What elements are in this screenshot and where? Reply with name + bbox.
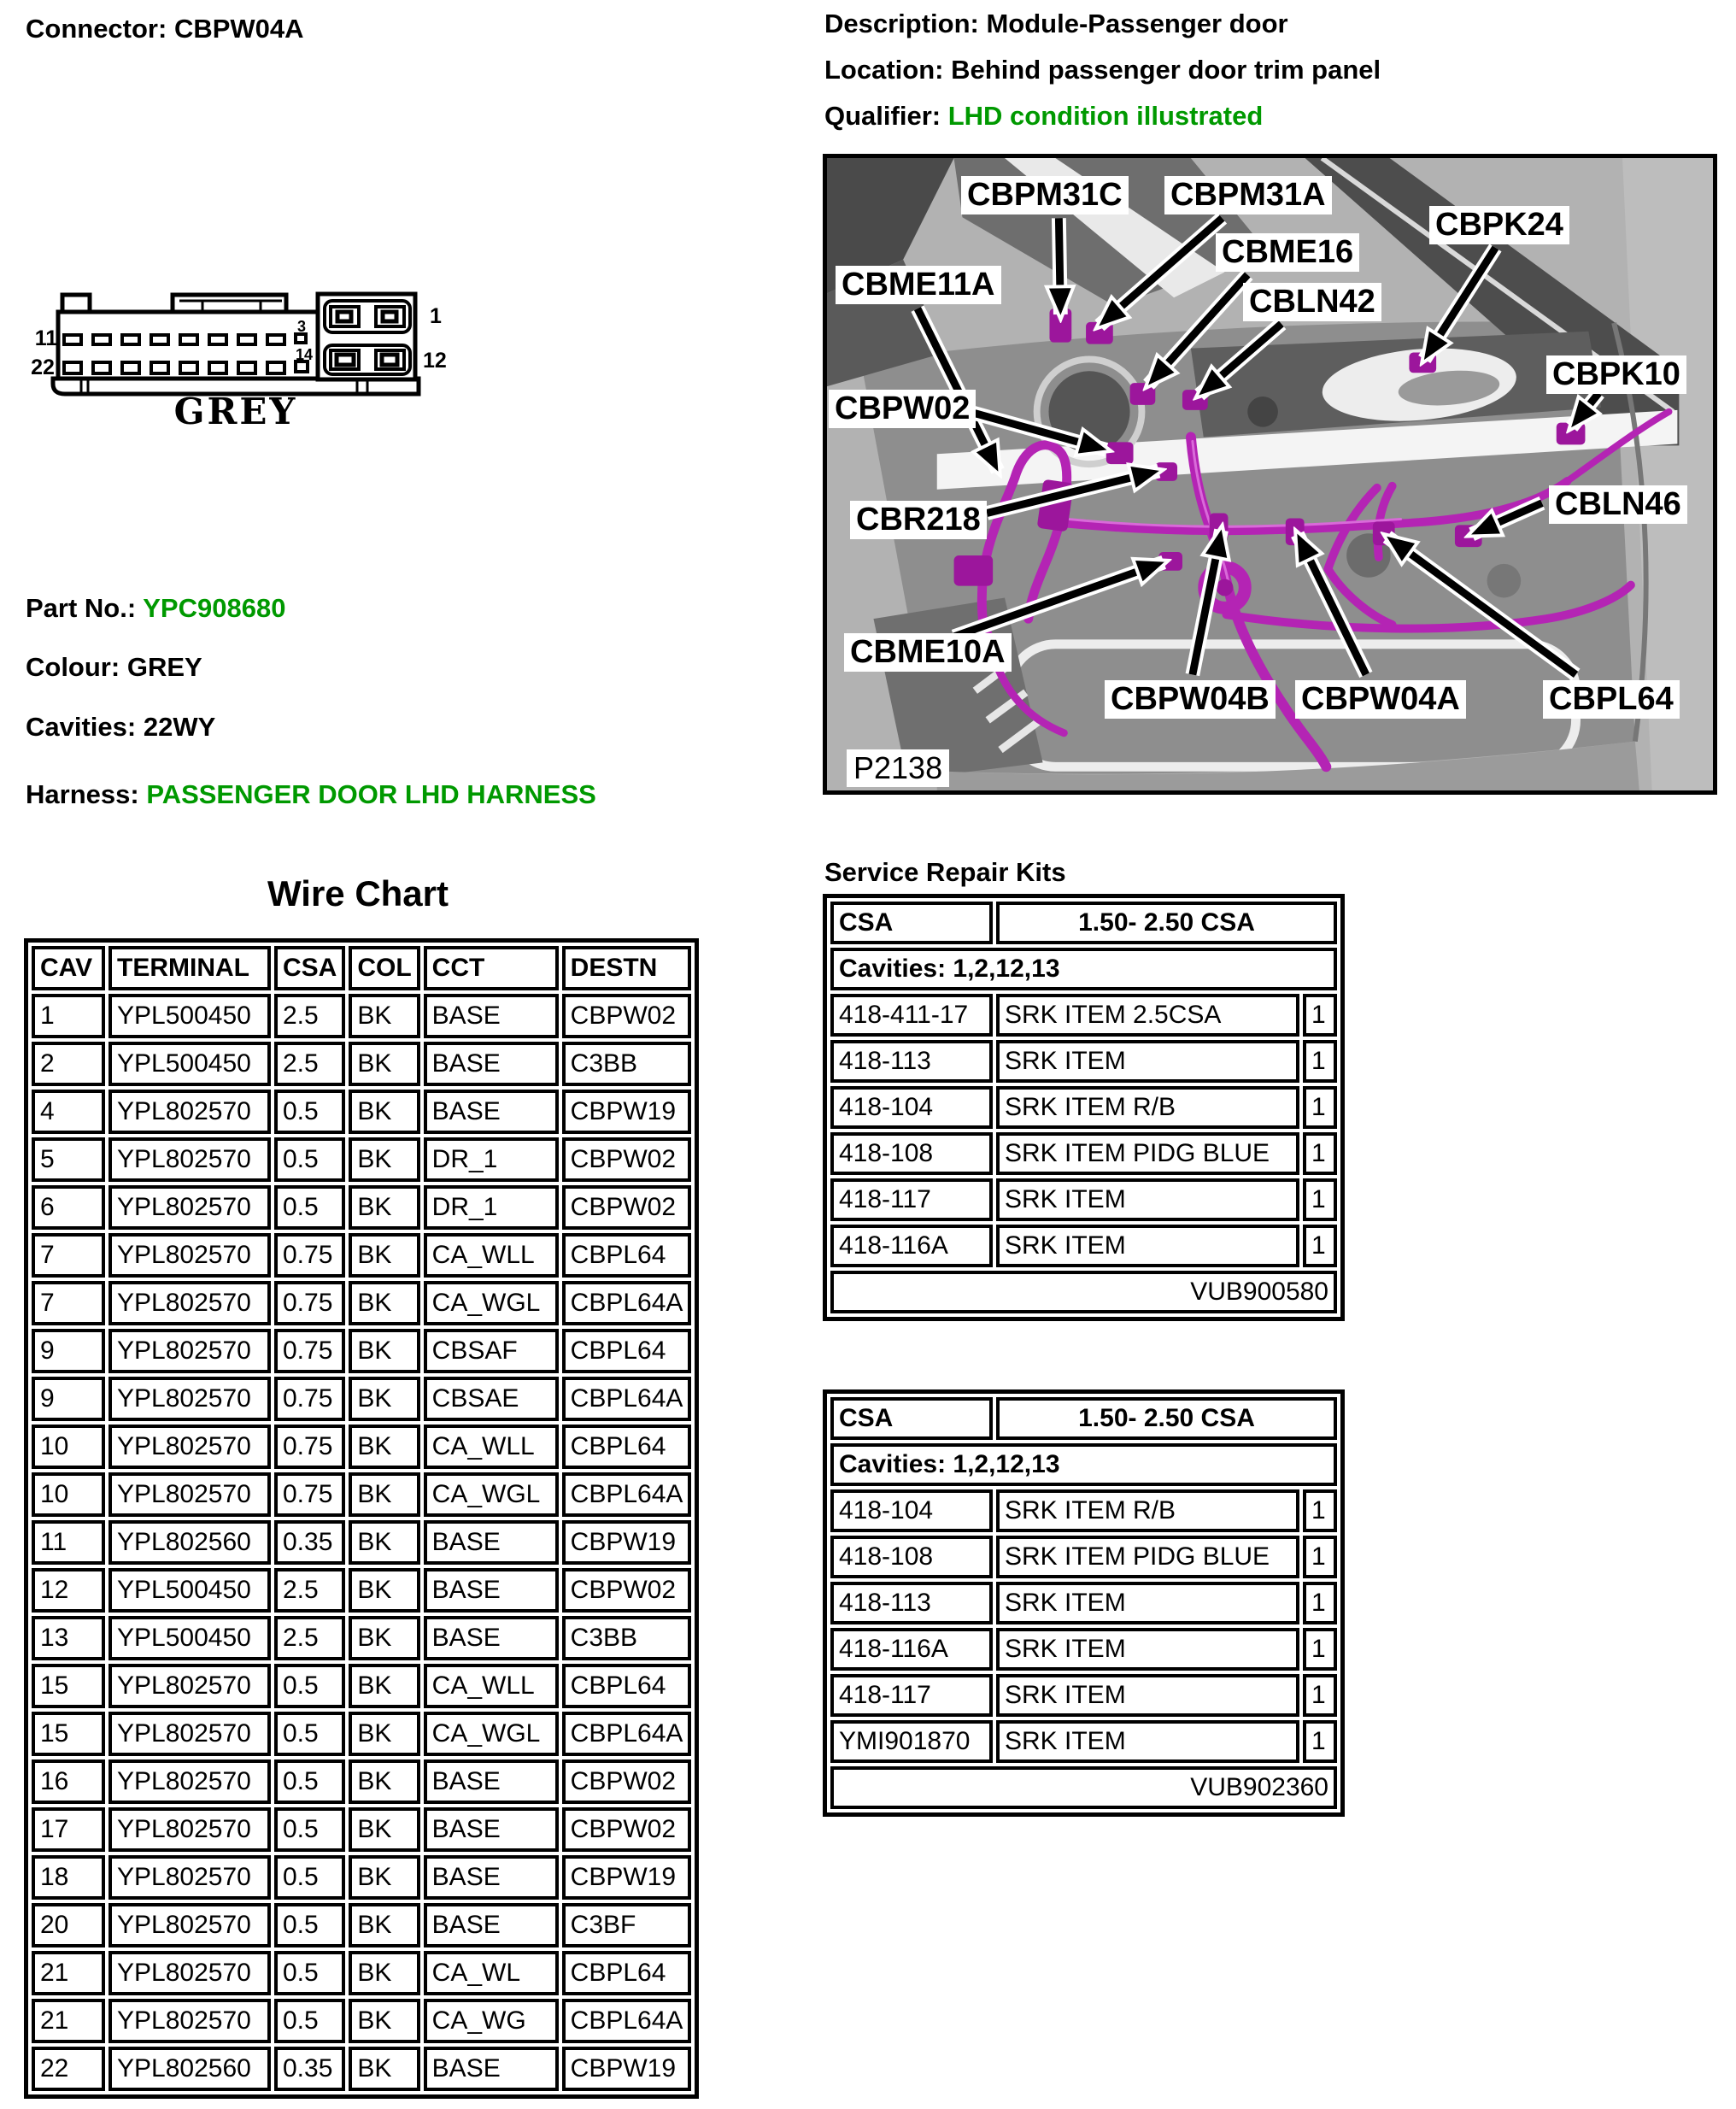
table-cell: 1 — [1303, 1086, 1337, 1129]
table-cell: BK — [349, 1137, 419, 1182]
table-cell: CA_WLL — [424, 1233, 559, 1278]
column-header: CCT — [424, 946, 559, 990]
table-cell: 0.75 — [274, 1377, 345, 1421]
part-number-value: YPC908680 — [143, 593, 286, 623]
table-cell: BASE — [424, 1568, 559, 1613]
table-row — [32, 1616, 691, 1660]
table-row — [830, 1086, 1337, 1129]
table-row — [32, 1472, 691, 1517]
table-cell: YPL802570 — [108, 1951, 271, 1995]
table-cell: CBPW02 — [562, 1185, 692, 1230]
callout-cbpl64: CBPL64 — [1543, 680, 1680, 719]
table-cell: CBPW19 — [562, 2047, 692, 2091]
table-row — [830, 1582, 1337, 1624]
table-cell: 0.5 — [274, 1185, 345, 1230]
table-cell: 5 — [32, 1137, 105, 1182]
connector-pinout-diagram — [24, 287, 451, 434]
srk-cavities-row — [830, 948, 1337, 990]
qualifier-line — [824, 101, 1263, 132]
location-label: Location: — [824, 55, 944, 85]
table-cell: CBPW19 — [562, 1090, 692, 1134]
table-row — [32, 1185, 691, 1230]
table-cell: CA_WGL — [424, 1281, 559, 1325]
table-row — [32, 1425, 691, 1469]
table-cell: 12 — [32, 1568, 105, 1613]
pin-label-22: 22 — [31, 355, 55, 379]
table-cell: CA_WLL — [424, 1664, 559, 1708]
wire-chart-title: Wire Chart — [267, 873, 449, 914]
table-cell: 418-104 — [830, 1489, 993, 1532]
description-label: Description: — [824, 9, 979, 38]
table-cell: 18 — [32, 1855, 105, 1900]
table-cell: C3BB — [562, 1616, 692, 1660]
callout-cbpm31a: CBPM31A — [1164, 176, 1332, 214]
table-cell: 1 — [1303, 1132, 1337, 1175]
table-cell: YMI901870 — [830, 1720, 993, 1763]
callout-cbpw02: CBPW02 — [829, 390, 976, 428]
table-cell: BK — [349, 1090, 419, 1134]
table-cell: CBPW02 — [562, 1137, 692, 1182]
table-row — [32, 1137, 691, 1182]
table-cell: 2.5 — [274, 1616, 345, 1660]
srk-csa-header: CSA — [830, 902, 993, 944]
table-row — [32, 1951, 691, 1995]
table-row — [830, 1628, 1337, 1671]
table-cell: BK — [349, 1185, 419, 1230]
table-cell: 1 — [1303, 1178, 1337, 1221]
part-number-label: Part No.: — [26, 593, 137, 623]
table-row — [32, 1377, 691, 1421]
table-cell: YPL500450 — [108, 994, 271, 1038]
table-row — [830, 1225, 1337, 1267]
table-cell: 2.5 — [274, 1568, 345, 1613]
table-cell: BK — [349, 1520, 419, 1565]
table-cell: CA_WGL — [424, 1712, 559, 1756]
table-row — [32, 1042, 691, 1086]
callout-cbr218: CBR218 — [850, 501, 987, 539]
wire-chart-table — [24, 938, 699, 2099]
table-cell: CBPL64 — [562, 1233, 692, 1278]
column-header: CSA — [274, 946, 345, 990]
table-cell: 0.5 — [274, 1137, 345, 1182]
table-cell: 2.5 — [274, 1042, 345, 1086]
table-cell: 418-108 — [830, 1536, 993, 1578]
table-cell: SRK ITEM — [996, 1225, 1299, 1267]
table-row — [32, 1233, 691, 1278]
table-cell: BASE — [424, 1807, 559, 1852]
srk-header-row — [830, 1397, 1337, 1440]
callout-cbpw04b: CBPW04B — [1105, 680, 1276, 719]
table-cell: 418-411-17 — [830, 994, 993, 1037]
connector-value: CBPW04A — [173, 14, 304, 44]
table-cell: YPL802570 — [108, 1329, 271, 1373]
table-cell: CBPL64A — [562, 1281, 692, 1325]
table-cell: 15 — [32, 1712, 105, 1756]
table-cell: BK — [349, 1999, 419, 2043]
table-cell: YPL802570 — [108, 1425, 271, 1469]
table-cell: CBPW19 — [562, 1520, 692, 1565]
table-cell: YPL500450 — [108, 1042, 271, 1086]
table-cell: SRK ITEM — [996, 1178, 1299, 1221]
pin-label-1: 1 — [430, 304, 442, 328]
table-row — [32, 1281, 691, 1325]
table-cell: 9 — [32, 1377, 105, 1421]
srk-kit-row — [830, 1271, 1337, 1313]
callout-cbme10a: CBME10A — [844, 633, 1012, 672]
table-row — [32, 994, 691, 1038]
table-cell: 1 — [1303, 1720, 1337, 1763]
table-cell: 418-113 — [830, 1582, 993, 1624]
table-cell: SRK ITEM — [996, 1674, 1299, 1717]
table-row — [32, 1855, 691, 1900]
table-cell: SRK ITEM — [996, 1582, 1299, 1624]
table-cell: BASE — [424, 1616, 559, 1660]
table-cell: 0.75 — [274, 1329, 345, 1373]
table-row — [32, 1520, 691, 1565]
table-cell: 0.5 — [274, 1712, 345, 1756]
door-module-photo — [823, 154, 1717, 795]
harness-value: PASSENGER DOOR LHD HARNESS — [146, 779, 596, 809]
table-cell: 1 — [32, 994, 105, 1038]
table-cell: CBPL64 — [562, 1951, 692, 1995]
callout-cbme16: CBME16 — [1216, 233, 1359, 272]
table-cell: 21 — [32, 1999, 105, 2043]
cavities-value: 22WY — [143, 712, 216, 742]
srk-kit-number: VUB902360 — [830, 1766, 1337, 1809]
table-cell: CA_WL — [424, 1951, 559, 1995]
table-cell: BK — [349, 1377, 419, 1421]
table-cell: 0.5 — [274, 1951, 345, 1995]
callout-cbln42: CBLN42 — [1243, 283, 1381, 321]
table-cell: SRK ITEM PIDG BLUE — [996, 1132, 1299, 1175]
table-row — [830, 1536, 1337, 1578]
table-cell: YPL802570 — [108, 1759, 271, 1804]
arrow-cbpm31c — [1059, 218, 1060, 314]
callout-cbpk10: CBPK10 — [1546, 355, 1686, 394]
table-cell: YPL802570 — [108, 1855, 271, 1900]
colour-label: Colour: — [26, 652, 120, 682]
cavities-label: Cavities: — [26, 712, 137, 742]
table-cell: CBPW02 — [562, 1568, 692, 1613]
table-cell: BASE — [424, 1090, 559, 1134]
table-cell: 418-104 — [830, 1086, 993, 1129]
table-cell: CBSAF — [424, 1329, 559, 1373]
table-row — [32, 1903, 691, 1947]
table-row — [830, 1132, 1337, 1175]
table-cell: YPL802570 — [108, 1807, 271, 1852]
table-row — [32, 1568, 691, 1613]
table-cell: YPL802570 — [108, 1137, 271, 1182]
callout-cbpm31c: CBPM31C — [961, 176, 1129, 214]
table-cell: YPL802570 — [108, 1233, 271, 1278]
table-cell: 13 — [32, 1616, 105, 1660]
table-cell: BK — [349, 1855, 419, 1900]
table-row — [32, 1999, 691, 2043]
table-cell: YPL802570 — [108, 1664, 271, 1708]
column-header: DESTN — [562, 946, 692, 990]
qualifier-label: Qualifier: — [824, 101, 941, 131]
table-cell: BASE — [424, 1903, 559, 1947]
table-cell: CBPL64 — [562, 1329, 692, 1373]
table-cell: 7 — [32, 1281, 105, 1325]
wire-chart-header-row — [32, 946, 691, 990]
table-cell: 0.75 — [274, 1281, 345, 1325]
table-cell: BK — [349, 1759, 419, 1804]
table-row — [32, 1759, 691, 1804]
table-cell: 418-117 — [830, 1674, 993, 1717]
pin-label-11: 11 — [34, 326, 58, 350]
table-cell: 1 — [1303, 1225, 1337, 1267]
table-cell: BK — [349, 994, 419, 1038]
table-cell: 418-116A — [830, 1225, 993, 1267]
table-cell: 0.75 — [274, 1233, 345, 1278]
table-row — [32, 1807, 691, 1852]
table-cell: SRK ITEM — [996, 1720, 1299, 1763]
table-cell: 10 — [32, 1425, 105, 1469]
table-row — [32, 2047, 691, 2091]
connector-heading — [26, 14, 304, 44]
srk-cavities: Cavities: 1,2,12,13 — [830, 948, 1337, 990]
callout-cbpw04a: CBPW04A — [1295, 680, 1466, 719]
table-cell: 0.5 — [274, 1664, 345, 1708]
part-number-line — [26, 593, 285, 624]
callout-cbpk24: CBPK24 — [1429, 206, 1569, 244]
table-cell: CBSAE — [424, 1377, 559, 1421]
table-cell: BK — [349, 1712, 419, 1756]
callout-cbln46: CBLN46 — [1549, 485, 1687, 524]
table-cell: C3BF — [562, 1903, 692, 1947]
srk-csa-header: CSA — [830, 1397, 993, 1440]
table-cell: YPL802570 — [108, 1185, 271, 1230]
table-row — [830, 1040, 1337, 1083]
table-cell: 1 — [1303, 1674, 1337, 1717]
location-value: Behind passenger door trim panel — [951, 55, 1381, 85]
table-row — [32, 1664, 691, 1708]
table-cell: 11 — [32, 1520, 105, 1565]
table-cell: 0.35 — [274, 1520, 345, 1565]
table-cell: SRK ITEM 2.5CSA — [996, 994, 1299, 1037]
table-cell: CBPW02 — [562, 1807, 692, 1852]
table-cell: CA_WG — [424, 1999, 559, 2043]
qualifier-value: LHD condition illustrated — [947, 101, 1264, 131]
table-cell: 22 — [32, 2047, 105, 2091]
srk-kit-row — [830, 1766, 1337, 1809]
table-cell: 0.75 — [274, 1472, 345, 1517]
connector-colour-text: GREY — [173, 391, 298, 432]
table-cell: BK — [349, 1425, 419, 1469]
table-cell: SRK ITEM PIDG BLUE — [996, 1536, 1299, 1578]
pin-label-3: 3 — [296, 318, 307, 335]
table-cell: 0.35 — [274, 2047, 345, 2091]
table-cell: BASE — [424, 1759, 559, 1804]
table-row — [830, 994, 1337, 1037]
table-cell: 17 — [32, 1807, 105, 1852]
table-cell: BK — [349, 1233, 419, 1278]
description-line — [824, 9, 1288, 39]
table-cell: SRK ITEM R/B — [996, 1489, 1299, 1532]
table-cell: 1 — [1303, 1489, 1337, 1532]
table-row — [830, 1489, 1337, 1532]
table-cell: 2 — [32, 1042, 105, 1086]
table-cell: YPL802570 — [108, 1377, 271, 1421]
table-cell: 1 — [1303, 1582, 1337, 1624]
table-cell: YPL802570 — [108, 1090, 271, 1134]
table-cell: 4 — [32, 1090, 105, 1134]
table-cell: CA_WGL — [424, 1472, 559, 1517]
table-cell: 0.5 — [274, 1855, 345, 1900]
srk-table-1 — [823, 894, 1345, 1321]
table-cell: BK — [349, 1472, 419, 1517]
harness-label: Harness: — [26, 779, 139, 809]
table-cell: 9 — [32, 1329, 105, 1373]
table-cell: YPL802570 — [108, 1712, 271, 1756]
table-cell: BASE — [424, 2047, 559, 2091]
table-cell: YPL802570 — [108, 1999, 271, 2043]
table-cell: YPL500450 — [108, 1616, 271, 1660]
table-cell: YPL802570 — [108, 1903, 271, 1947]
table-cell: 0.5 — [274, 1999, 345, 2043]
table-cell: 418-116A — [830, 1628, 993, 1671]
table-cell: BK — [349, 1951, 419, 1995]
table-cell: CA_WLL — [424, 1425, 559, 1469]
table-cell: BK — [349, 1568, 419, 1613]
table-cell: 418-117 — [830, 1178, 993, 1221]
srk-cavities-row — [830, 1443, 1337, 1486]
srk-range-header: 1.50- 2.50 CSA — [996, 1397, 1337, 1440]
table-cell: DR_1 — [424, 1137, 559, 1182]
table-cell: YPL802570 — [108, 1472, 271, 1517]
srk-table-2 — [823, 1389, 1345, 1817]
description-value: Module-Passenger door — [986, 9, 1288, 38]
location-line — [824, 55, 1381, 85]
table-cell: BK — [349, 1281, 419, 1325]
table-cell: 21 — [32, 1951, 105, 1995]
table-cell: 1 — [1303, 1628, 1337, 1671]
table-cell: BK — [349, 1807, 419, 1852]
pin-label-14: 14 — [295, 346, 314, 363]
table-cell: SRK ITEM — [996, 1040, 1299, 1083]
table-cell: 0.75 — [274, 1425, 345, 1469]
table-cell: BASE — [424, 1520, 559, 1565]
table-cell: 0.5 — [274, 1759, 345, 1804]
table-row — [830, 1720, 1337, 1763]
table-cell: BK — [349, 1903, 419, 1947]
photo-id-label: P2138 — [847, 749, 949, 787]
connector-label: Connector: — [26, 14, 167, 44]
table-row — [830, 1674, 1337, 1717]
table-cell: 0.5 — [274, 1090, 345, 1134]
table-cell: CBPL64A — [562, 1472, 692, 1517]
table-cell: 0.5 — [274, 1807, 345, 1852]
cavities-line — [26, 712, 215, 743]
table-cell: BASE — [424, 994, 559, 1038]
table-row — [830, 1178, 1337, 1221]
table-cell: C3BB — [562, 1042, 692, 1086]
colour-line — [26, 652, 202, 683]
table-row — [32, 1090, 691, 1134]
callout-cbme11a: CBME11A — [836, 266, 1001, 304]
table-cell: 1 — [1303, 994, 1337, 1037]
table-cell: 6 — [32, 1185, 105, 1230]
table-cell: BK — [349, 1664, 419, 1708]
srk-range-header: 1.50- 2.50 CSA — [996, 902, 1337, 944]
table-cell: 16 — [32, 1759, 105, 1804]
srk-header-row — [830, 902, 1337, 944]
table-cell: CBPW19 — [562, 1855, 692, 1900]
table-cell: BK — [349, 1329, 419, 1373]
table-cell: 20 — [32, 1903, 105, 1947]
table-cell: SRK ITEM — [996, 1628, 1299, 1671]
table-cell: 418-108 — [830, 1132, 993, 1175]
table-cell: CBPW02 — [562, 1759, 692, 1804]
table-cell: 418-113 — [830, 1040, 993, 1083]
column-header: TERMINAL — [108, 946, 271, 990]
srk-heading: Service Repair Kits — [824, 857, 1066, 887]
table-cell: CBPL64A — [562, 1377, 692, 1421]
table-cell: BK — [349, 1616, 419, 1660]
column-header: COL — [349, 946, 419, 990]
table-cell: YPL802560 — [108, 2047, 271, 2091]
table-cell: 0.5 — [274, 1903, 345, 1947]
table-cell: CBPL64A — [562, 1712, 692, 1756]
table-cell: BK — [349, 2047, 419, 2091]
table-cell: BK — [349, 1042, 419, 1086]
table-cell: YPL802560 — [108, 1520, 271, 1565]
table-row — [32, 1712, 691, 1756]
colour-value: GREY — [126, 652, 202, 682]
srk-cavities: Cavities: 1,2,12,13 — [830, 1443, 1337, 1486]
table-cell: 7 — [32, 1233, 105, 1278]
table-cell: 10 — [32, 1472, 105, 1517]
pin-label-12: 12 — [423, 349, 447, 373]
table-cell: BASE — [424, 1042, 559, 1086]
table-cell: SRK ITEM R/B — [996, 1086, 1299, 1129]
column-header: CAV — [32, 946, 105, 990]
table-cell: 1 — [1303, 1536, 1337, 1578]
table-cell: 1 — [1303, 1040, 1337, 1083]
harness-line — [26, 779, 596, 810]
table-row — [32, 1329, 691, 1373]
table-cell: YPL500450 — [108, 1568, 271, 1613]
table-cell: DR_1 — [424, 1185, 559, 1230]
table-cell: CBPW02 — [562, 994, 692, 1038]
table-cell: BASE — [424, 1855, 559, 1900]
srk-kit-number: VUB900580 — [830, 1271, 1337, 1313]
table-cell: CBPL64 — [562, 1425, 692, 1469]
table-cell: CBPL64A — [562, 1999, 692, 2043]
table-cell: 2.5 — [274, 994, 345, 1038]
table-cell: YPL802570 — [108, 1281, 271, 1325]
table-cell: 15 — [32, 1664, 105, 1708]
table-cell: CBPL64 — [562, 1664, 692, 1708]
